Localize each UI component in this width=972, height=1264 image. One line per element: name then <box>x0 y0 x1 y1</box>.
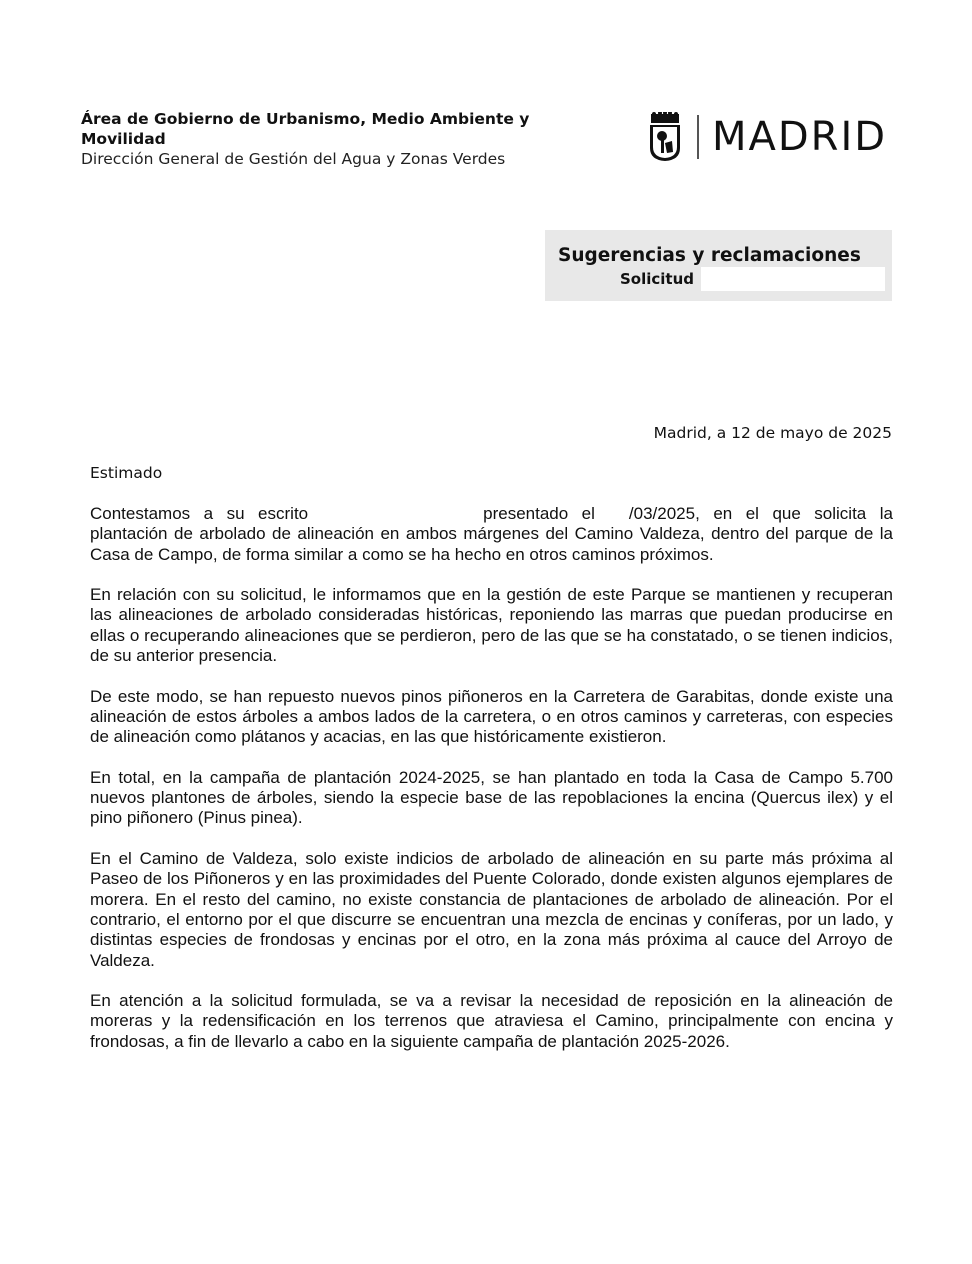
paragraph: De este modo, se han repuesto nuevos pinos piñoneros en la Carretera de Garabitas, donde existe una alineación de estos árboles a ambos lados de la carretera, o en otros caminos y carreteras, con especies de alineación como plátanos y acacias, en las que históricamente existieron. <box>90 686 893 747</box>
paragraph-text: presentado el <box>483 504 595 523</box>
department-name: Área de Gobierno de Urbanismo, Medio Ambiente y Movilidad <box>81 110 530 148</box>
paragraph-text: Contestamos a su escrito <box>90 504 309 523</box>
date-line: Madrid, a 12 de mayo de 2025 <box>653 424 892 442</box>
letterhead <box>81 109 581 170</box>
madrid-wordmark: MADRID <box>712 114 888 160</box>
paragraph: En atención a la solicitud formulada, se va a revisar la necesidad de reposición en la alineación de moreras y la redensificación en los terrenos que atraviesa el Camino, principalmente con encina y frondosas, a fin de llevarlo a cabo en la siguiente campaña de plantación 2025-2026. <box>90 991 893 1051</box>
logo-divider <box>697 115 699 159</box>
subject-box <box>545 230 892 301</box>
subject-title: Sugerencias y reclamaciones <box>558 245 861 266</box>
greeting: Estimado <box>90 464 163 482</box>
subject-subtitle: Solicitud <box>620 270 695 288</box>
directorate-name: Dirección General de Gestión del Agua y Zonas Verdes <box>81 150 506 168</box>
madrid-coat-of-arms-icon <box>648 112 682 162</box>
redacted-request-number <box>701 267 885 291</box>
paragraph: En el Camino de Valdeza, solo existe indicios de arbolado de alineación en su parte más próxima al Paseo de los Piñoneros y en las proximidades del Puente Colorado, donde existen algunos ejemplares de morera. En el resto del camino, no existe constancia de plantaciones de arbolado de alineación. Por el contrario, el entorno por el que discurre se encuentran una mezcla de encinas y coníferas, por un lado, y distintas especies de frondosas y encinas por el otro, en la zona más próxima al cauce del Arroyo de Valdeza. <box>90 849 893 970</box>
paragraph: En relación con su solicitud, le informamos que en la gestión de este Parque se mantienen y recuperan las alineaciones de arbolado consideradas históricas, reponiendo las marras que puedan producirse en ellas o recuperando alineaciones que se perdieron, pero de las que se ha constatado, o se tienen indicios, de su anterior presencia. <box>90 585 893 666</box>
paragraph <box>90 504 893 565</box>
madrid-logo <box>648 110 887 164</box>
paragraph: En total, en la campaña de plantación 2024-2025, se han plantado en toda la Casa de Campo 5.700 nuevos plantones de árboles, siendo la especie base de las repoblaciones la encina (Quercus ilex) y el pino piñonero (Pinus pinea). <box>90 767 893 828</box>
letter-body <box>90 504 893 1072</box>
paragraph-text: /03/2025, en el que solicita la plantación de arbolado de alineación en ambos márgenes del Camino Valdeza, dentro del parque de la Casa de Campo, de forma similar a como se ha hecho en otros caminos próximos. <box>90 504 893 564</box>
